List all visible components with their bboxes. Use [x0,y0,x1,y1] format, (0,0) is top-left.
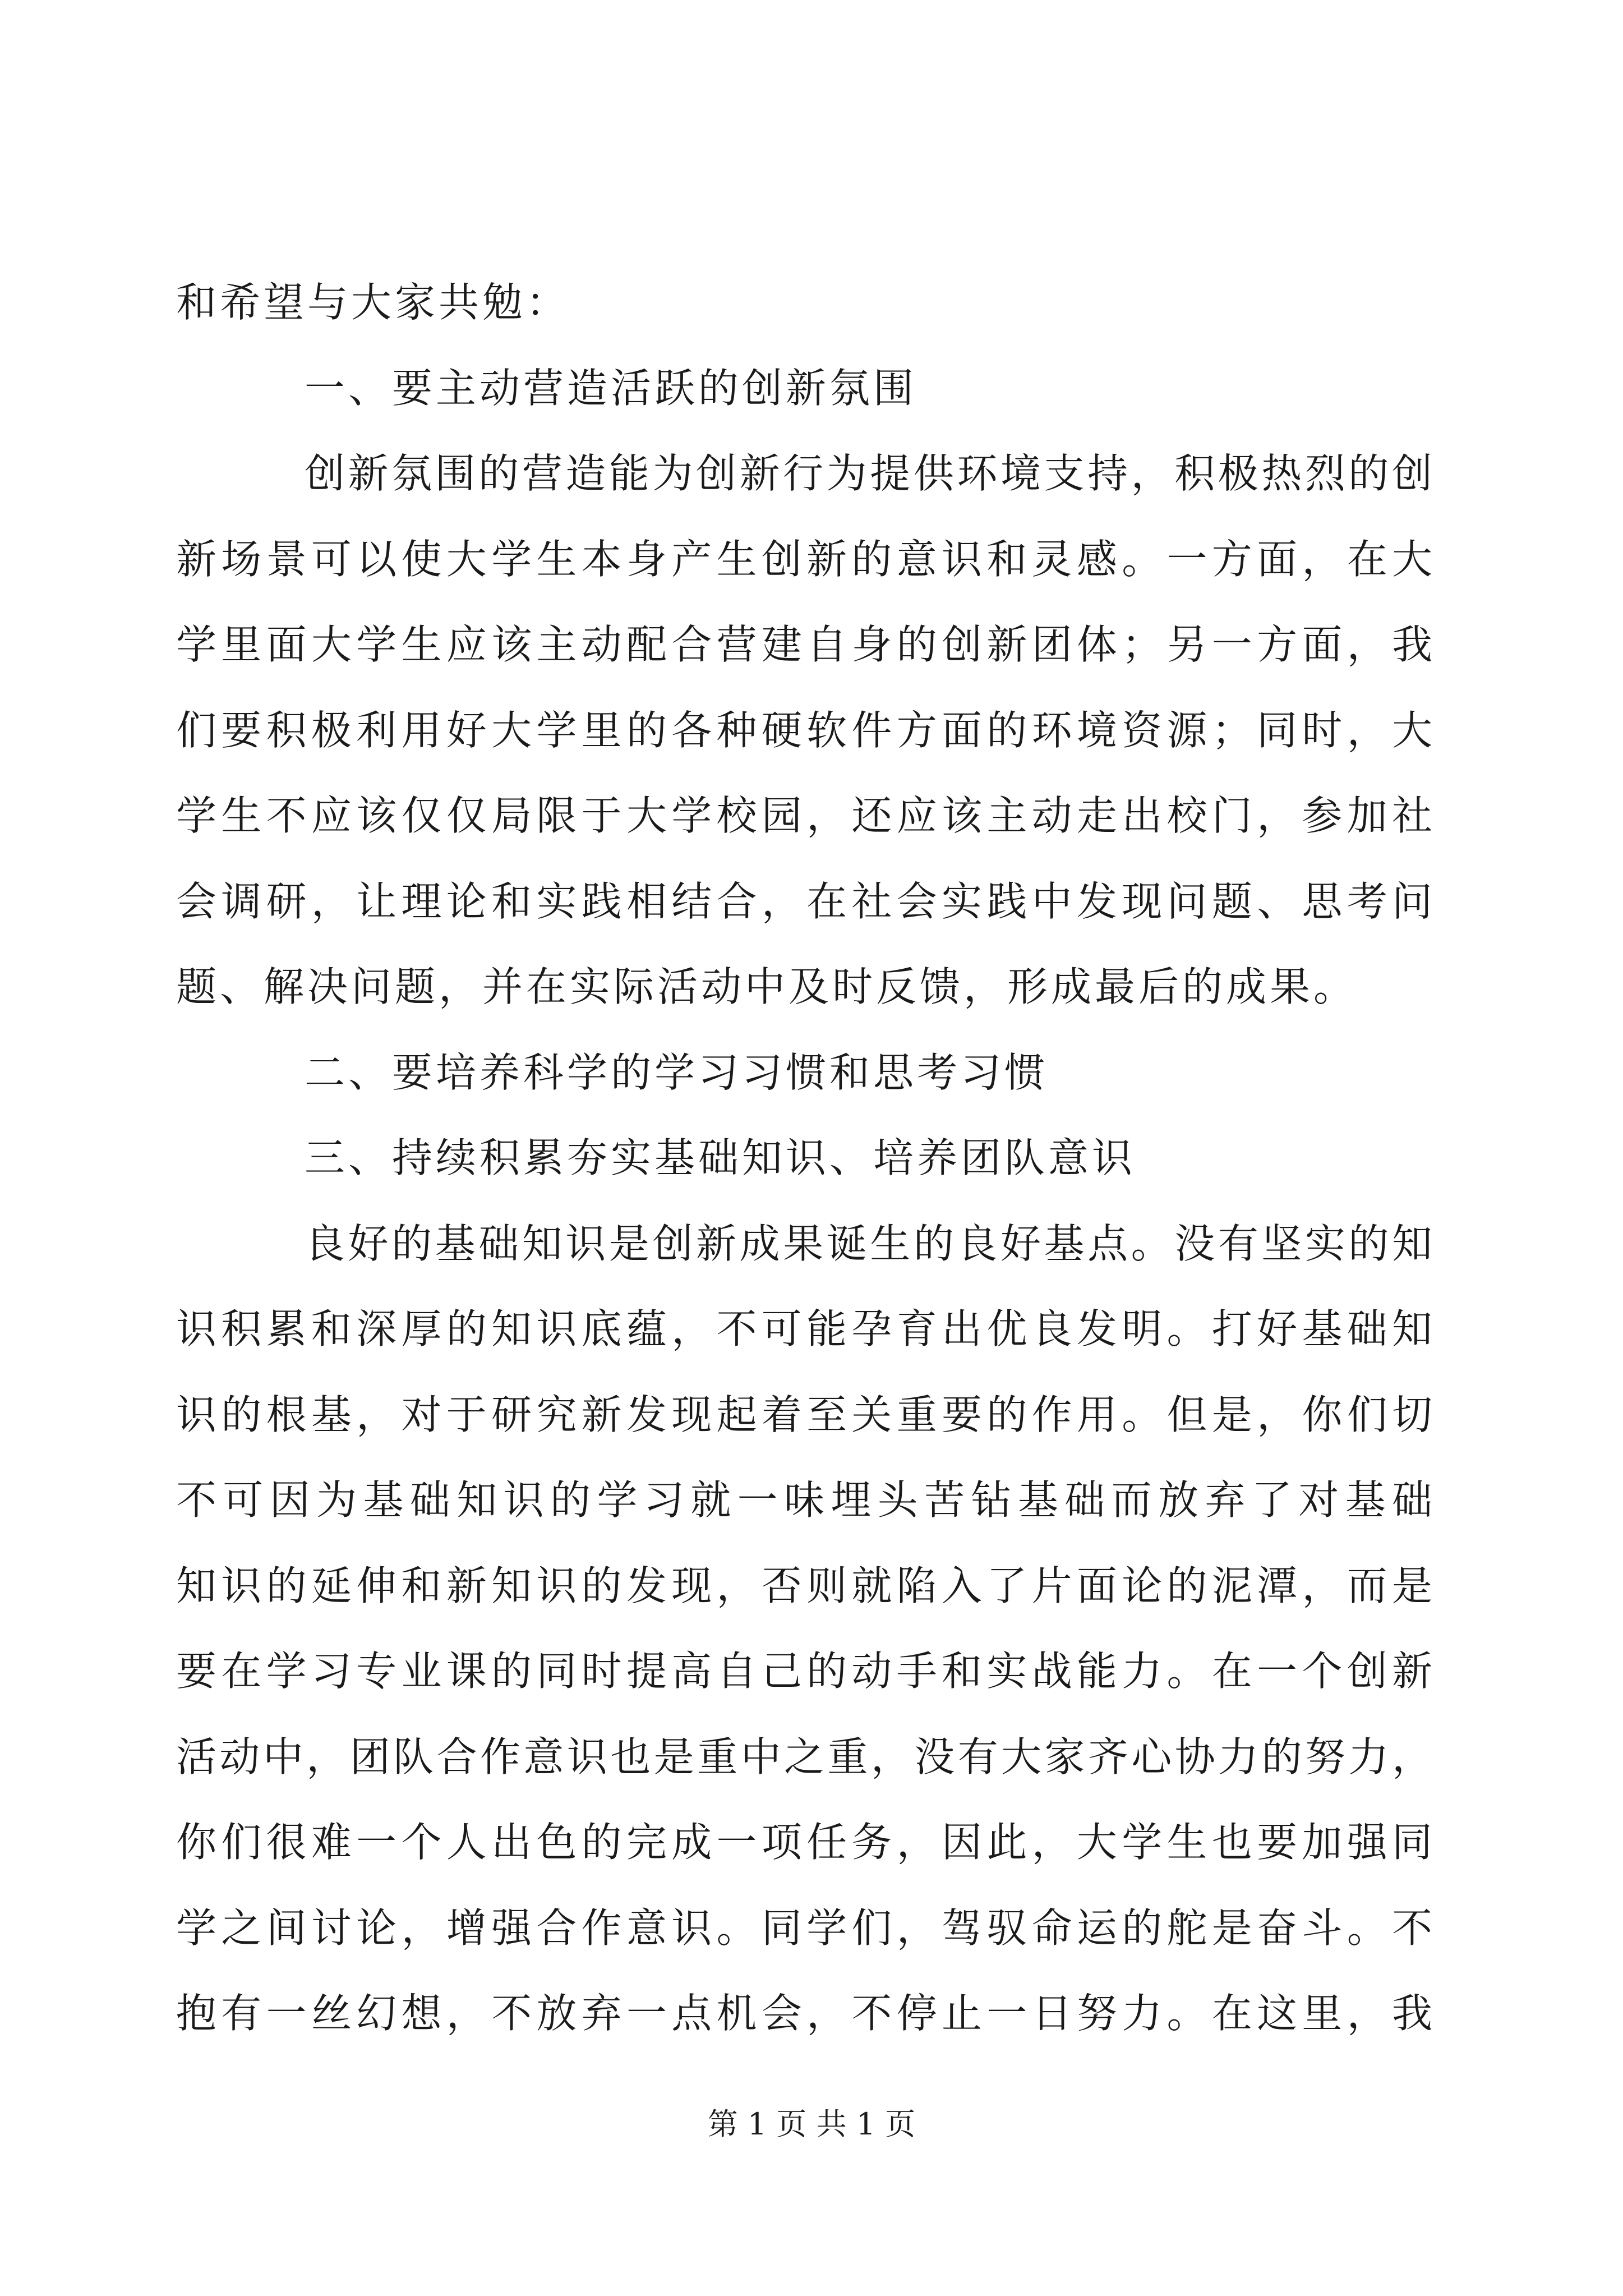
paragraph-line: 知识的延伸和新知识的发现，否则就陷入了片面论的泥潭，而是 [176,1562,1432,1609]
paragraph-line: 不可因为基础知识的学习就一味埋头苦钻基础而放弃了对基础 [176,1476,1432,1524]
paragraph-line: 会调研，让理论和实践相结合，在社会实践中发现问题、思考问 [176,877,1432,925]
paragraph-line: 创新氛围的营造能为创新行为提供环境支持，积极热烈的创 [305,450,1432,497]
paragraph-line: 们要积极利用好大学里的各种硬软件方面的环境资源；同时，大 [176,706,1432,754]
page-number-footer: 第 1 页 共 1 页 [707,2106,916,2142]
paragraph-line: 新场景可以使大学生本身产生创新的意识和灵感。一方面，在大 [176,535,1432,583]
paragraph-line: 活动中，团队合作意识也是重中之重，没有大家齐心协力的努力， [176,1733,1432,1780]
document-body [176,260,1432,2056]
section-heading: 三、持续积累夯实基础知识、培养团队意识 [305,1134,1136,1181]
paragraph-line: 要在学习专业课的同时提高自己的动手和实战能力。在一个创新 [176,1648,1432,1695]
paragraph-line: 学之间讨论，增强合作意识。同学们，驾驭命运的舵是奋斗。不 [176,1904,1432,1952]
paragraph-line: 题、解决问题，并在实际活动中及时反馈，形成最后的成果。 [176,963,1358,1010]
text-line: 和希望与大家共勉： [176,279,570,326]
paragraph-line: 识的根基，对于研究新发现起着至关重要的作用。但是，你们切 [176,1391,1432,1438]
paragraph-line: 良好的基础知识是创新成果诞生的良好基点。没有坚实的知 [305,1220,1432,1267]
section-heading: 一、要主动营造活跃的创新氛围 [305,364,917,412]
paragraph-line: 学里面大学生应该主动配合营建自身的创新团体；另一方面，我 [176,621,1432,668]
section-heading: 二、要培养科学的学习习惯和思考习惯 [305,1048,1049,1096]
paragraph-line: 学生不应该仅仅局限于大学校园，还应该主动走出校门，参加社 [176,792,1432,839]
paragraph-line: 识积累和深厚的知识底蕴，不可能孕育出优良发明。打好基础知 [176,1305,1432,1352]
paragraph-line: 你们很难一个人出色的完成一项任务，因此，大学生也要加强同 [176,1819,1432,1866]
paragraph-line: 抱有一丝幻想，不放弃一点机会，不停止一日努力。在这里，我 [176,1990,1432,2037]
